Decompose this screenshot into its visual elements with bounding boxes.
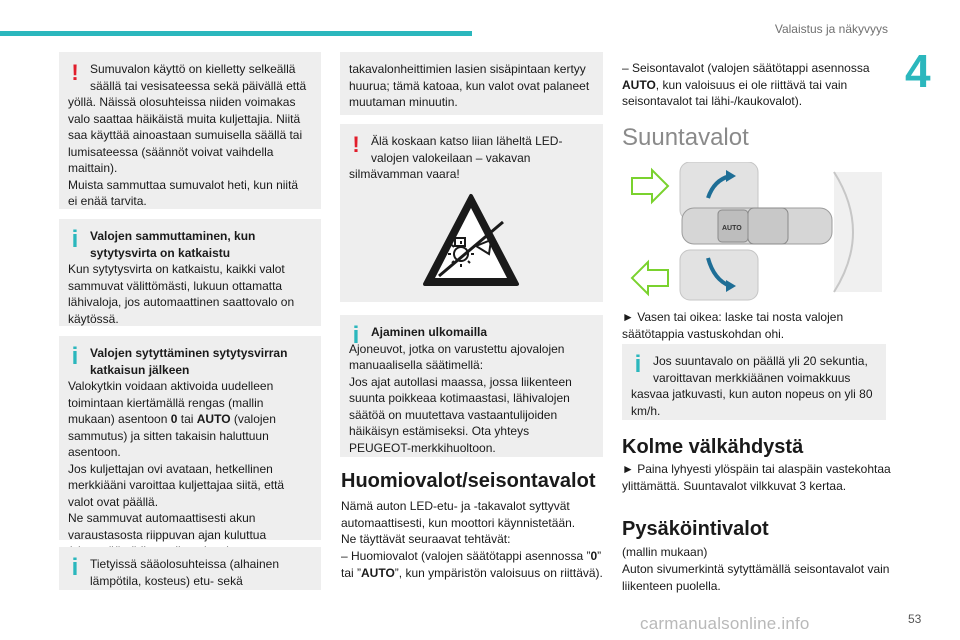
info-icon: i: [634, 351, 642, 378]
info-icon: i: [71, 554, 79, 581]
info-lights-off: [59, 219, 321, 326]
section-heading-three-flashes: Kolme välkähdystä: [622, 436, 804, 458]
info-icon: i: [71, 343, 79, 370]
warning-text-rest: yöllä. Näissä olosuhteissa niiden voimakas valo saattaa häikäistä muita kuljettajia. Niitä saa käyttää ainoastaan sumuisella säällä tai lumisateessa (säännöt voivat vaihdella maittain).: [68, 95, 303, 175]
watermark: carmanualsonline.info: [640, 614, 810, 633]
continued-text: takavalonheittimien lasien sisäpintaan kertyy huurua; tämä katoaa, kun valot ovat palaneet muutaman minuutin.: [349, 62, 590, 109]
warning-led: [340, 124, 603, 302]
info-abroad: [340, 315, 603, 457]
stalk-svg: [622, 162, 882, 302]
stalk-auto-label: AUTO: [722, 225, 742, 232]
info-condensation: [59, 547, 321, 590]
warning-icon: !: [352, 132, 360, 157]
warning-icon: !: [71, 60, 79, 85]
info-icon: i: [352, 322, 360, 349]
paragraph-functions: Ne täyttävät seuraavat tehtävät:: [341, 532, 511, 546]
info-lights-on-after: [59, 336, 321, 540]
info-body-2: Jos kuljettajan ovi avataan, hetkellinen merkkiääni varoittaa kuljettajaa siitä, että valot ovat päällä.: [68, 461, 285, 509]
header-accent-bar: [0, 31, 472, 36]
chapter-title: Valaistus ja näkyvyys: [774, 22, 888, 36]
info-icon: i: [71, 226, 79, 253]
info-body: Valokytkin voidaan aktivoida uudelleen toimintaan kiertämällä rengas (mallin mukaan) asentoon 0 tai AUTO (valojen sammutus) ja sitten takaisin haluttuun asentoon.: [68, 379, 276, 459]
paragraph-model: (mallin mukaan): [622, 545, 708, 559]
info-body-2: Jos ajat autollasi maassa, jossa liikenteen suunta poikkeaa kotimaastasi, lähivalojen säätöä on muutettava vastaantulijoiden häikäisyn estämiseksi. Ota yhteys PEUGEOT-merkkihuoltoon.: [349, 374, 572, 455]
paragraph-three-flashes: ► Paina lyhyesti ylöspäin tai alaspäin vastekohtaa ylittämättä. Suuntavalot vilkkuvat 3 kertaa.: [622, 462, 891, 493]
info-body: Kun sytytysvirta on katkaistu, kaikki valot sammuvat välittömästi, lukuun ottamatta lähivaloja, jos automaattinen saattovalo on käytössä.: [68, 262, 295, 326]
warning-text-first: Älä koskaan katso liian läheltä LED-valojen valokeilaan – vakavan: [371, 134, 563, 165]
info-text-first: Tietyissä sääolosuhteissa (alhainen lämpötila, kosteus) etu- sekä: [90, 557, 279, 588]
paragraph-parking-lights: Auton sivumerkintä sytyttämällä seisontavalot vain liikenteen puolella.: [622, 562, 890, 593]
no-look-led-icon: [421, 192, 521, 292]
info-body-3: Ne sammuvat automaattisesti akun varaustasosta riippuvan ajan kuluttua: [68, 511, 267, 542]
warning-text-first: Sumuvalon käyttö on kielletty selkeällä säällä tai vesisateessa sekä päivällä että: [90, 62, 307, 93]
info-title: Valojen sammuttaminen, kun sytytysvirta on katkaistu: [90, 229, 256, 260]
info-title: Ajaminen ulkomailla: [371, 325, 488, 339]
warning-text-rest2: Muista sammuttaa sumuvalot heti, kun niitä ei enää tarvita.: [68, 177, 299, 208]
paragraph-led: Nämä auton LED-etu- ja -takavalot syttyvät automaattisesti, kun moottori käynnistetään.: [341, 499, 576, 530]
continued-condensation: [340, 52, 603, 115]
warning-text-rest: silmävamman vaara!: [349, 167, 460, 181]
info-indicator-sound: [622, 344, 886, 420]
page-number: 53: [908, 612, 922, 626]
paragraph-daytime: – Huomiovalot (valojen säätötappi asennossa ”0” tai ”AUTO”, kun ympäristön valoisuus on riittävä).: [341, 549, 603, 580]
paragraph-left-right: ► Vasen tai oikea: laske tai nosta valojen säätötappia vastuskohdan ohi.: [622, 310, 844, 341]
info-text-rest: kasvaa jatkuvasti, kun auton nopeus on yli 80 km/h.: [631, 387, 873, 418]
section-heading-parking-lights: Pysäköintivalot: [622, 518, 769, 540]
section-heading-indicators: Suuntavalot: [622, 124, 749, 151]
chapter-number: 4: [905, 45, 931, 97]
paragraph-parking: – Seisontavalot (valojen säätötappi asennossa AUTO, kun valoisuus ei ole riittävä tai vain seisontavalot tai lähi-/kaukovalot).: [622, 61, 870, 108]
warning-fog-lights: [59, 52, 321, 209]
info-text-first: Jos suuntavalo on päällä yli 20 sekuntia, varoittavan merkkiäänen voimakkuus: [653, 354, 868, 385]
indicator-stalk-illustration: [622, 162, 882, 302]
info-title: Valojen sytyttäminen sytytysvirran katkaisun jälkeen: [90, 346, 288, 377]
section-heading-daytime-lights: Huomiovalot/seisontavalot: [341, 470, 596, 492]
info-body: Ajoneuvot, jotka on varustettu ajovalojen manuaalisella säätimellä:: [349, 341, 565, 372]
